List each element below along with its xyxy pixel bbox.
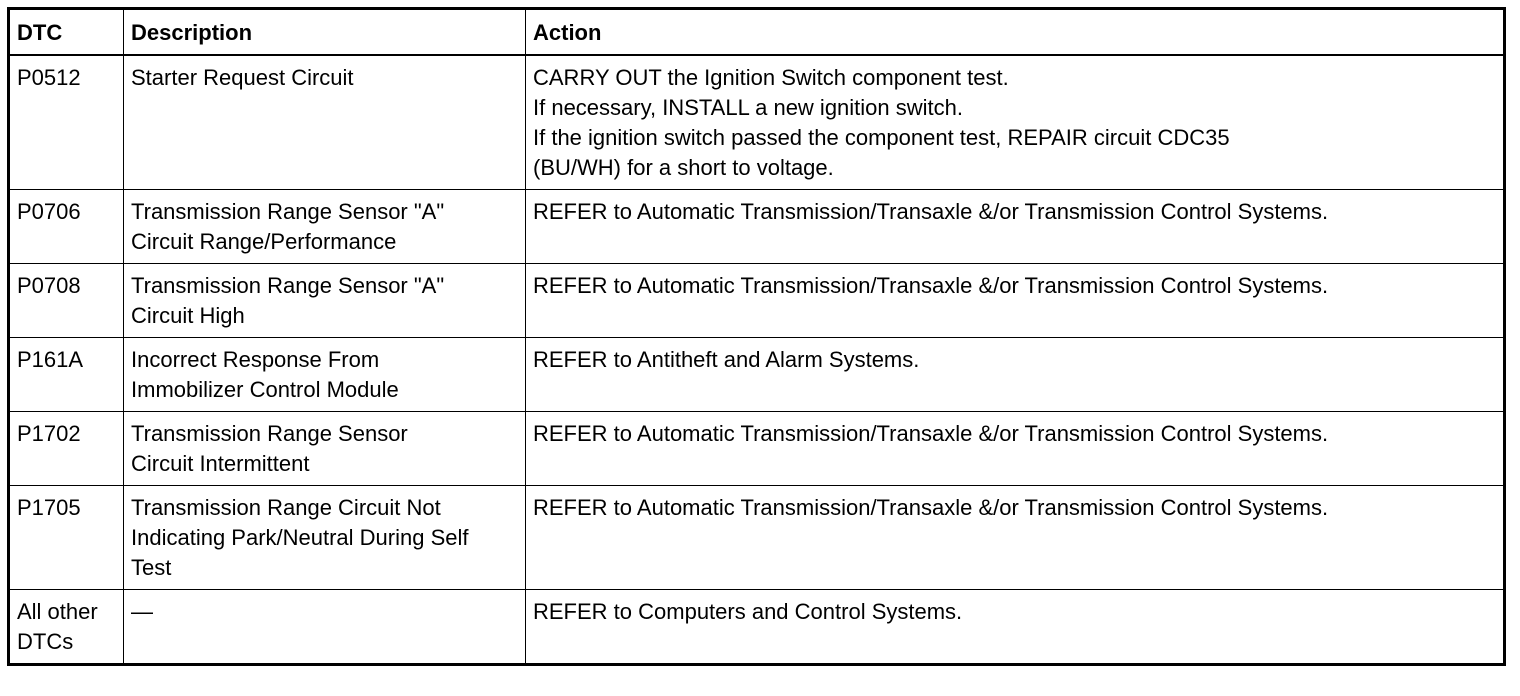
description-cell <box>124 55 526 190</box>
dtc-code-cell: P161A <box>9 338 124 412</box>
table-row <box>9 55 1505 190</box>
action-cell <box>526 590 1505 665</box>
table-row <box>9 190 1505 264</box>
action-line: REFER to Antitheft and Alarm Systems. <box>533 347 920 372</box>
action-line: REFER to Automatic Transmission/Transaxle &/or Transmission Control Systems. <box>533 273 1329 298</box>
description-line: Transmission Range Circuit Not <box>131 495 441 520</box>
table-row <box>9 590 1505 665</box>
table-body <box>9 55 1505 665</box>
description-line: Circuit Range/Performance <box>131 229 397 254</box>
dtc-code-cell: P1705 <box>9 486 124 590</box>
action-line: REFER to Automatic Transmission/Transaxle &/or Transmission Control Systems. <box>533 495 1329 520</box>
header-dtc: DTC <box>9 9 124 56</box>
description-line: Indicating Park/Neutral During Self <box>131 525 469 550</box>
dtc-code-cell: P1702 <box>9 412 124 486</box>
description-line: Transmission Range Sensor "A" <box>131 273 445 298</box>
description-cell <box>124 590 526 665</box>
description-cell <box>124 338 526 412</box>
description-line: Test <box>131 555 172 580</box>
table-row <box>9 264 1505 338</box>
dtc-code-cell: P0706 <box>9 190 124 264</box>
action-cell <box>526 55 1505 190</box>
action-line: If necessary, INSTALL a new ignition switch. <box>533 95 963 120</box>
action-line: (BU/WH) for a short to voltage. <box>533 155 834 180</box>
action-cell <box>526 486 1505 590</box>
table-row <box>9 486 1505 590</box>
description-cell <box>124 412 526 486</box>
table-row <box>9 338 1505 412</box>
description-line: Transmission Range Sensor <box>131 421 408 446</box>
dtc-code-cell: All other DTCs <box>9 590 124 665</box>
description-line: Circuit Intermittent <box>131 451 310 476</box>
action-cell <box>526 338 1505 412</box>
action-cell <box>526 190 1505 264</box>
header-action: Action <box>526 9 1505 56</box>
action-line: REFER to Automatic Transmission/Transaxle &/or Transmission Control Systems. <box>533 421 1329 446</box>
action-line: If the ignition switch passed the component test, REPAIR circuit CDC35 <box>533 125 1230 150</box>
description-line: Transmission Range Sensor "A" <box>131 199 445 224</box>
description-line: Circuit High <box>131 303 245 328</box>
dtc-table <box>7 7 1506 666</box>
action-line: CARRY OUT the Ignition Switch component test. <box>533 65 1009 90</box>
header-description: Description <box>124 9 526 56</box>
description-line: Immobilizer Control Module <box>131 377 399 402</box>
action-cell <box>526 412 1505 486</box>
description-cell <box>124 264 526 338</box>
action-cell <box>526 264 1505 338</box>
table-row <box>9 412 1505 486</box>
action-line: REFER to Computers and Control Systems. <box>533 599 963 624</box>
dtc-code-cell: P0708 <box>9 264 124 338</box>
description-line: Incorrect Response From <box>131 347 380 372</box>
dtc-code-cell: P0512 <box>9 55 124 190</box>
action-line: REFER to Automatic Transmission/Transaxle &/or Transmission Control Systems. <box>533 199 1329 224</box>
description-line: Starter Request Circuit <box>131 65 354 90</box>
description-cell <box>124 190 526 264</box>
description-line: — <box>131 599 153 624</box>
header-row <box>9 9 1505 56</box>
description-cell <box>124 486 526 590</box>
table-header <box>9 9 1505 56</box>
